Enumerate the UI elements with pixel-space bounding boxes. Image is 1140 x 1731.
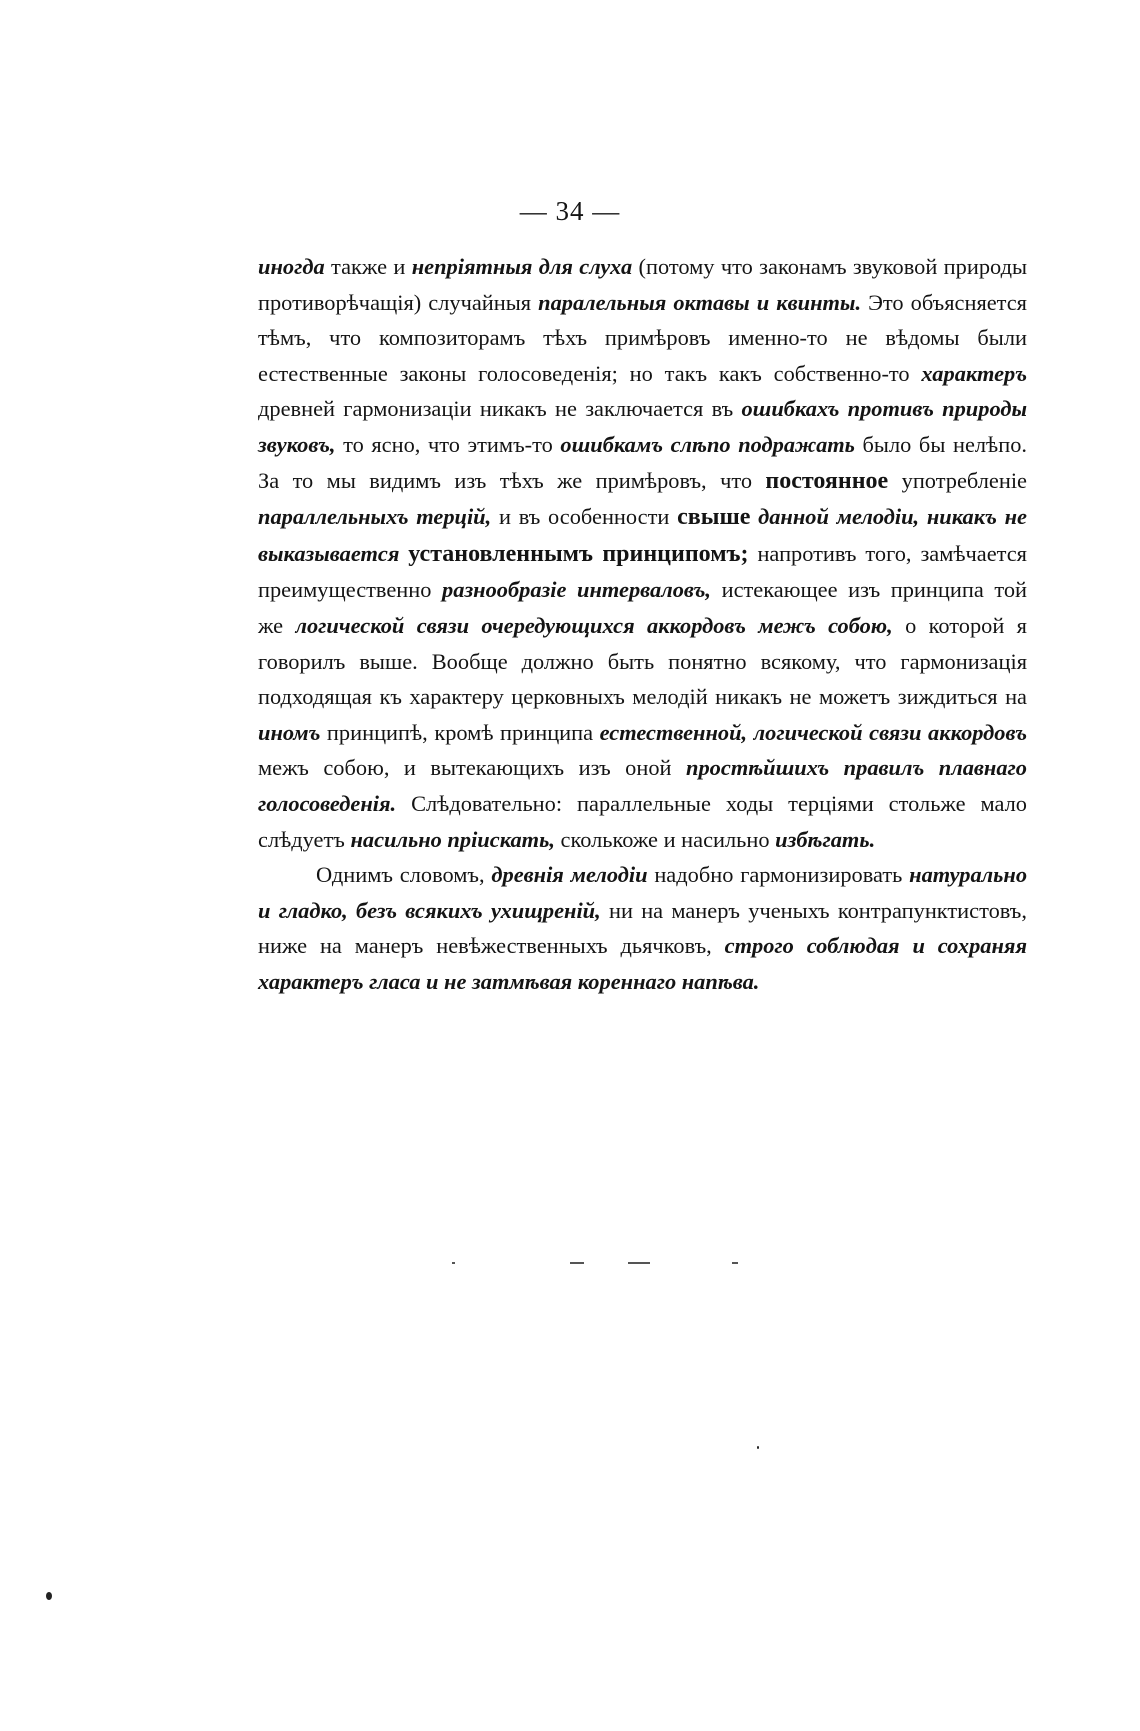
italic-phrase: натурально и гладко, безъ всякихъ ухищреній, bbox=[258, 862, 1028, 923]
text-run: Однимъ словомъ, bbox=[316, 862, 492, 888]
italic-phrase: параллельныхъ терцій, bbox=[258, 504, 492, 530]
ornament-dash bbox=[570, 1262, 584, 1264]
italic-phrase: иногда bbox=[258, 254, 325, 279]
text-run bbox=[750, 504, 758, 529]
bold-phrase: свыше bbox=[677, 504, 751, 531]
paragraph-1 bbox=[258, 249, 1027, 857]
paragraph-2 bbox=[258, 857, 1027, 999]
print-speck bbox=[46, 1592, 52, 1600]
print-speck bbox=[757, 1446, 759, 1449]
italic-phrase: древнія мелодіи bbox=[491, 862, 648, 888]
text-run: сколькоже и насильно bbox=[554, 826, 776, 852]
text-run: древней гармонизаціи никакъ не заключается въ bbox=[258, 396, 742, 422]
italic-phrase: логической связи очередующихся аккордовъ межъ собою, bbox=[295, 612, 893, 638]
text-run: также и bbox=[324, 254, 412, 279]
page-number: — 34 — bbox=[519, 196, 621, 226]
text-run: напротивъ того, замѣчается преимущественно bbox=[258, 540, 1027, 603]
italic-phrase: строго соблюдая и сохраняя характеръ гласа и не затмѣвая кореннаго напѣва. bbox=[258, 933, 1028, 994]
italic-phrase: насильно пріискать, bbox=[350, 826, 555, 852]
italic-phrase: иномъ bbox=[258, 719, 321, 745]
text-run: о которой я говорилъ выше. Вообще должно быть понятно всякому, что гармонизація подходящая къ характеру церковныхъ мелодій никакъ не можетъ зиждиться на bbox=[258, 612, 1027, 710]
end-rule-ornament bbox=[452, 1262, 742, 1268]
ornament-dash bbox=[628, 1262, 650, 1264]
text-run: и въ особенности bbox=[491, 504, 678, 530]
bold-phrase: постоянное bbox=[765, 467, 889, 494]
bold-phrase: установленнымъ принципомъ; bbox=[408, 540, 749, 567]
text-run: ни на манеръ ученыхъ контрапунктистовъ, ниже на манеръ невѣжественныхъ дьячковъ, bbox=[258, 897, 1027, 959]
italic-phrase: ошибкахъ противъ природы звуковъ, bbox=[258, 396, 1027, 457]
italic-phrase: паралельныя октавы и квинты. bbox=[538, 289, 862, 315]
ornament-dash bbox=[732, 1262, 738, 1264]
italic-phrase: данной мелодіи, никакъ не выказывается bbox=[258, 504, 1027, 566]
text-run bbox=[399, 541, 408, 566]
italic-phrase: избѣгать. bbox=[775, 826, 876, 852]
text-run: Слѣдовательно: параллельные ходы терціями стольже мало слѣдуетъ bbox=[258, 790, 1027, 852]
italic-phrase: разнообразіе интерваловъ, bbox=[442, 577, 712, 603]
text-run: употребленіе bbox=[888, 467, 1027, 493]
text-run: истекающее изъ принципа той же bbox=[258, 577, 1028, 638]
italic-phrase: характеръ bbox=[921, 360, 1027, 386]
text-run: надобно гармонизировать bbox=[647, 862, 910, 888]
text-run: то ясно, что этимъ-то bbox=[335, 431, 561, 457]
italic-phrase: простѣйшихъ правилъ плавнаго голосоведенія. bbox=[258, 755, 1027, 816]
ornament-dash bbox=[452, 1262, 455, 1264]
text-run: Это объясняется тѣмъ, что композиторамъ тѣхъ примѣровъ именно-то не вѣдомы были естественные законы голосоведенія; но такъ какъ собственно-то bbox=[258, 289, 1027, 386]
text-run: принципѣ, кромѣ принципа bbox=[320, 719, 600, 745]
italic-phrase: ошибкамъ слѣпо подражать bbox=[560, 431, 855, 457]
text-run: (потому что законамъ звуковой природы противорѣчащія) случайныя bbox=[258, 254, 1028, 315]
italic-phrase: непріятныя для слуха bbox=[411, 254, 633, 279]
italic-phrase: естественной, логической связи аккордовъ bbox=[599, 719, 1027, 745]
text-run: межъ собою, и вытекающихъ изъ оной bbox=[258, 755, 687, 781]
text-run: было бы нелѣпо. За то мы видимъ изъ тѣхъ же примѣровъ, что bbox=[258, 431, 1027, 493]
body-text bbox=[258, 249, 1027, 999]
